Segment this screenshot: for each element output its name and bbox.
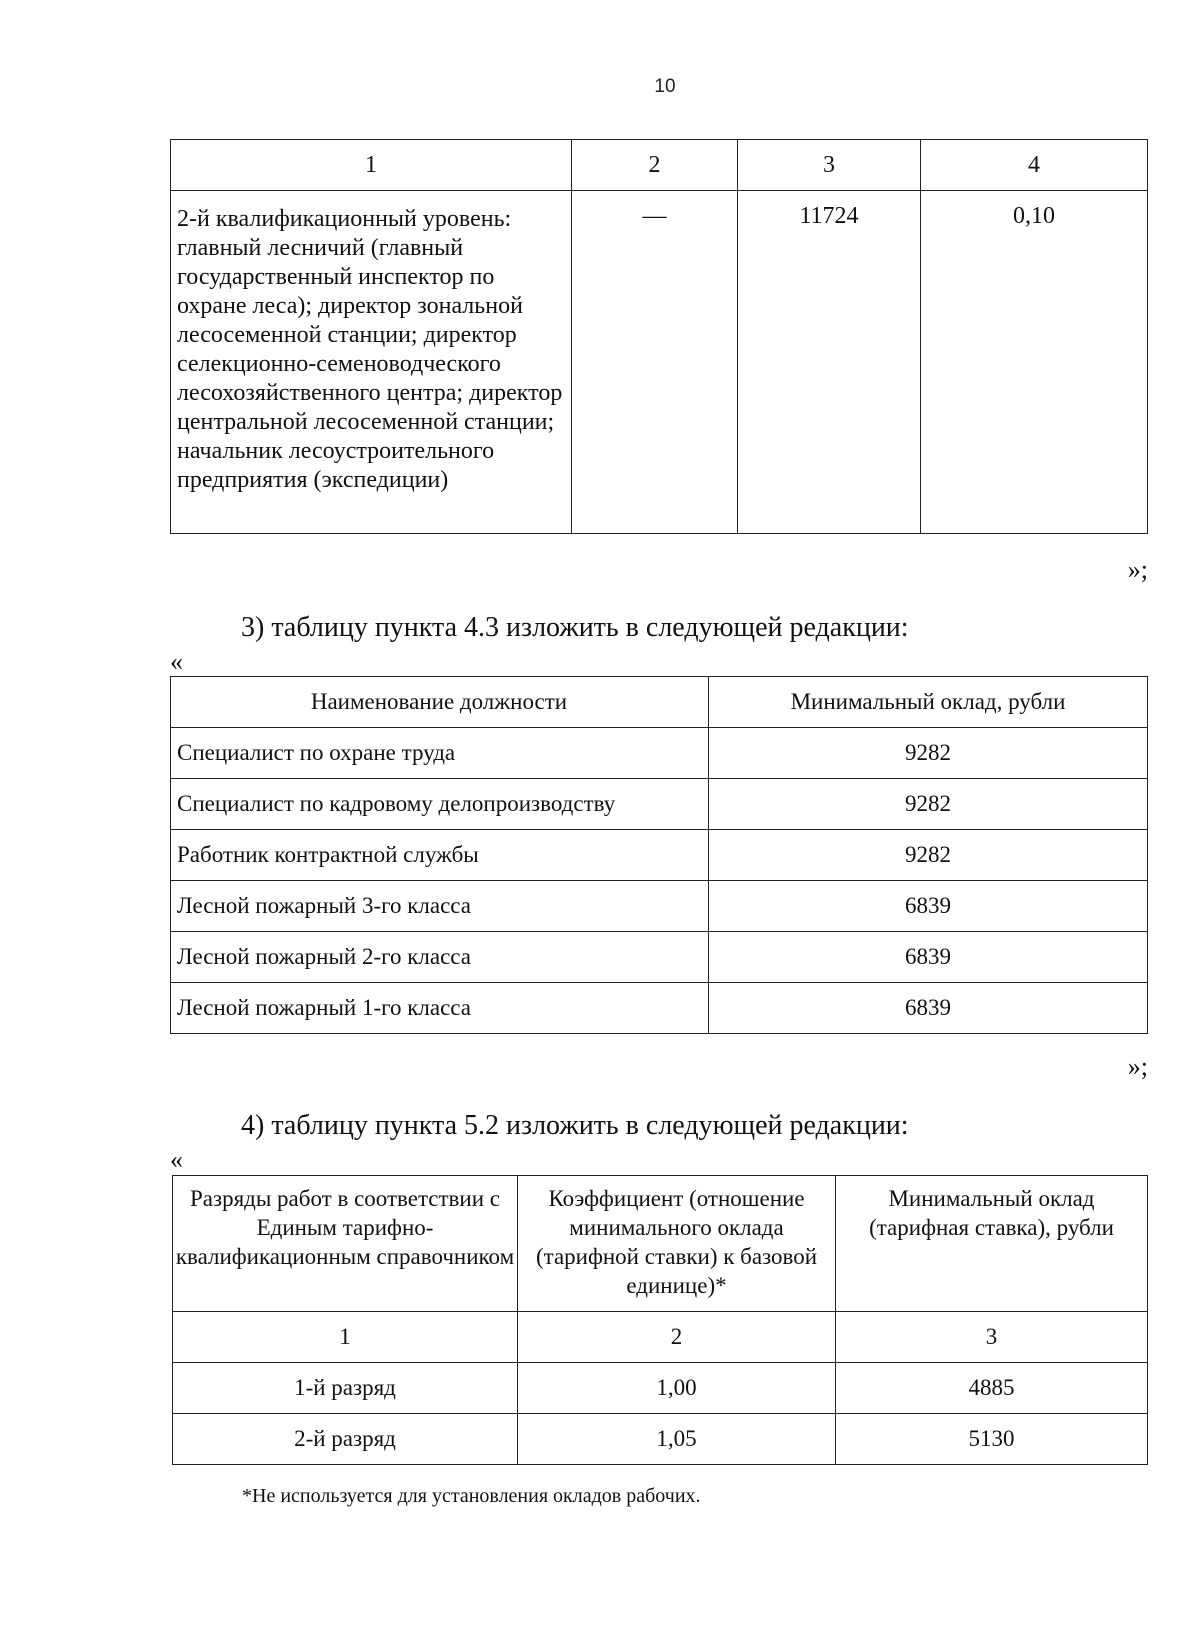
positions-salary-table: [170, 676, 1148, 1034]
table-row: [171, 830, 1148, 881]
position-name: Лесной пожарный 3-го класса: [171, 881, 709, 932]
header-cell: 2: [572, 140, 738, 191]
section-3-heading: 3) таблицу пункта 4.3 изложить в следующей редакции:: [241, 612, 909, 643]
position-name: Специалист по кадровому делопроизводству: [171, 779, 709, 830]
closing-quote: »;: [1127, 1052, 1148, 1081]
section-4-heading: 4) таблицу пункта 5.2 изложить в следующей редакции:: [241, 1110, 909, 1141]
table-row: [173, 1363, 1148, 1414]
salary-value: 9282: [709, 830, 1148, 881]
grades-table: [172, 1175, 1148, 1465]
page-number: 10: [654, 76, 676, 97]
header-cell: Минимальный оклад, рубли: [709, 677, 1148, 728]
table-cell: 11724: [738, 191, 921, 534]
salary-value: 6839: [709, 983, 1148, 1034]
table-cell: —: [572, 191, 738, 534]
table-row: [173, 1414, 1148, 1465]
header-cell: 4: [921, 140, 1148, 191]
table-row: [171, 881, 1148, 932]
salary-value: 6839: [709, 881, 1148, 932]
header-cell: Коэффициент (отношение минимального оклада (тарифной ставки) к базовой единице)*: [518, 1176, 836, 1312]
header-cell: Наименование должности: [171, 677, 709, 728]
table-row: [171, 983, 1148, 1034]
table-row: [171, 932, 1148, 983]
table-row: [171, 191, 1148, 534]
table-header-row: [171, 677, 1148, 728]
column-number: 1: [173, 1312, 518, 1363]
column-number: 3: [836, 1312, 1148, 1363]
salary-value: 4885: [836, 1363, 1148, 1414]
salary-value: 6839: [709, 932, 1148, 983]
table-row: [171, 728, 1148, 779]
table-header-row: [171, 140, 1148, 191]
column-number-row: [173, 1312, 1148, 1363]
table-cell: 0,10: [921, 191, 1148, 534]
salary-value: 9282: [709, 779, 1148, 830]
header-cell: Разряды работ в соответствии с Единым тарифно-квалификационным справочником: [173, 1176, 518, 1312]
grade-name: 1-й разряд: [173, 1363, 518, 1414]
header-cell: 3: [738, 140, 921, 191]
opening-quote: «: [170, 1145, 183, 1174]
opening-quote: «: [170, 647, 183, 676]
salary-value: 5130: [836, 1414, 1148, 1465]
coefficient-value: 1,00: [518, 1363, 836, 1414]
table-header-row: [173, 1176, 1148, 1312]
coefficient-value: 1,05: [518, 1414, 836, 1465]
position-name: Работник контрактной службы: [171, 830, 709, 881]
grade-name: 2-й разряд: [173, 1414, 518, 1465]
position-name: Лесной пожарный 1-го класса: [171, 983, 709, 1034]
header-cell: Минимальный оклад (тарифная ставка), рубли: [836, 1176, 1148, 1312]
position-name: Специалист по охране труда: [171, 728, 709, 779]
closing-quote: »;: [1127, 555, 1148, 584]
header-cell: 1: [171, 140, 572, 191]
position-name: Лесной пожарный 2-го класса: [171, 932, 709, 983]
salary-value: 9282: [709, 728, 1148, 779]
column-number: 2: [518, 1312, 836, 1363]
qualification-table: [170, 139, 1148, 534]
footnote: *Не используется для установления окладов рабочих.: [242, 1485, 701, 1507]
table-row: [171, 779, 1148, 830]
qualification-description: 2-й квалификационный уровень: главный лесничий (главный государственный инспектор по охране леса); директор зональной лесосеменной станции; директор селекционно-семеноводческого лесохозяйственного центра; директор центральной лесосеменной станции; начальник лесоустроительного предприятия (экспедиции): [171, 191, 572, 534]
